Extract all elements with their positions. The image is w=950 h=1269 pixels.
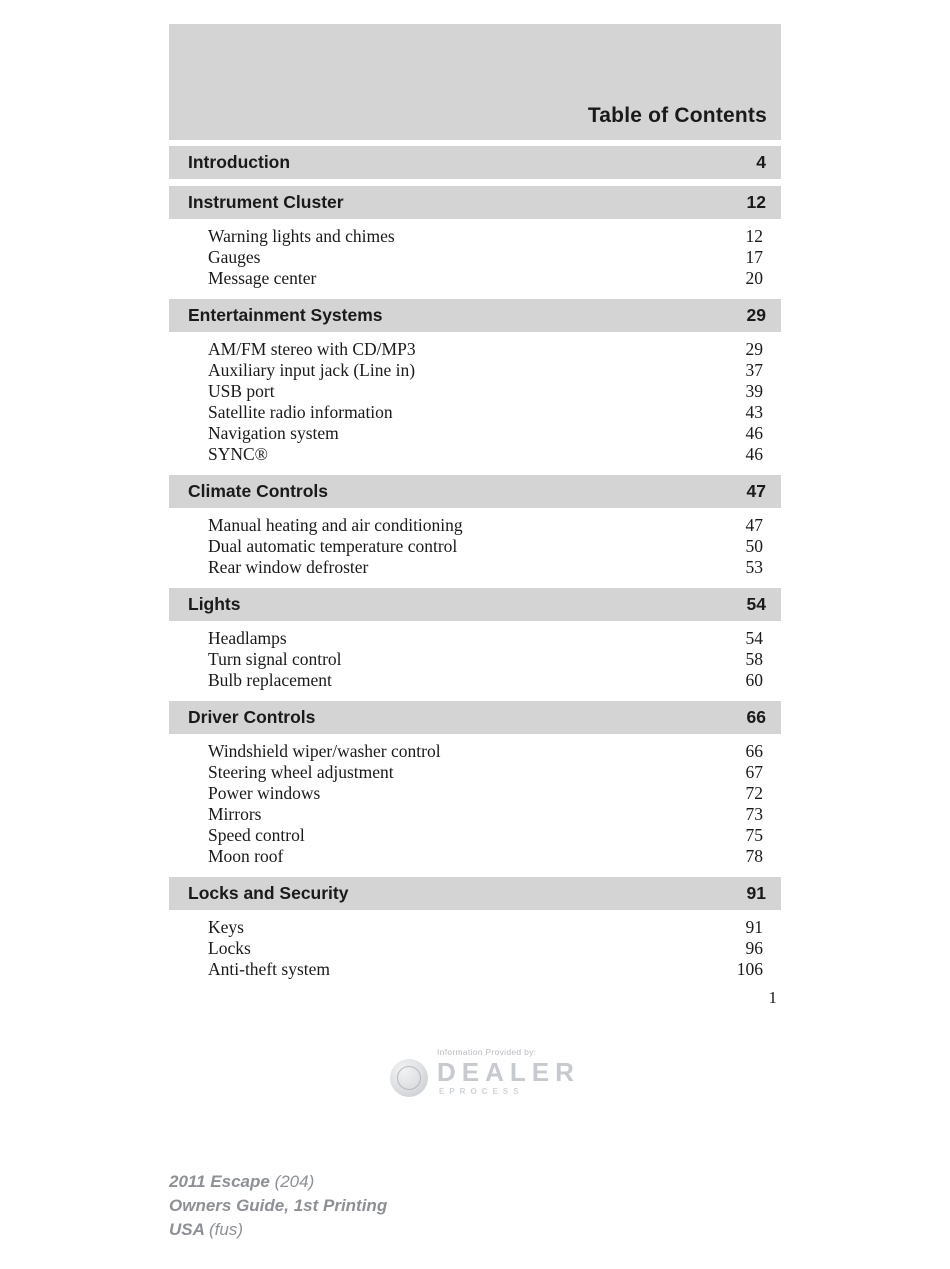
watermark-caption: Information Provided by: (437, 1047, 537, 1057)
toc-entry-label: AM/FM stereo with CD/MP3 (208, 339, 416, 359)
footer-market-code: (fus) (209, 1220, 243, 1239)
toc-entry[interactable] (169, 741, 781, 762)
toc-entry-label: Keys (208, 917, 244, 937)
toc-section-title: Entertainment Systems (188, 305, 383, 325)
footer-line-1 (169, 1170, 387, 1194)
toc-entry-label: Rear window defroster (208, 557, 369, 577)
table-of-contents (169, 24, 781, 983)
toc-entry[interactable] (169, 959, 781, 980)
toc-entry-page: 29 (745, 339, 763, 359)
toc-entry[interactable] (169, 247, 781, 268)
toc-section-page: 12 (746, 192, 766, 212)
toc-entry-page: 78 (745, 846, 763, 866)
toc-entry-page: 72 (745, 783, 763, 803)
toc-entry-label: Bulb replacement (208, 670, 332, 690)
toc-entry-label: Moon roof (208, 846, 284, 866)
toc-entry[interactable] (169, 825, 781, 846)
toc-section-page: 66 (746, 707, 766, 727)
toc-entry-list (169, 910, 781, 983)
toc-entry[interactable] (169, 762, 781, 783)
toc-section-page: 47 (746, 481, 766, 501)
toc-section-title: Climate Controls (188, 481, 329, 501)
toc-entry-page: 39 (745, 381, 763, 401)
toc-entry-list (169, 332, 781, 468)
toc-entry[interactable] (169, 339, 781, 360)
toc-entry-label: Headlamps (208, 628, 287, 648)
toc-entry-label: Navigation system (208, 423, 339, 443)
toc-section-page: 29 (746, 305, 766, 325)
toc-entry[interactable] (169, 268, 781, 289)
toc-entry[interactable] (169, 381, 781, 402)
toc-entry-page: 43 (745, 402, 763, 422)
toc-entry[interactable] (169, 226, 781, 247)
toc-entry-label: Steering wheel adjustment (208, 762, 394, 782)
toc-section-header[interactable] (169, 588, 781, 621)
toc-entry-page: 50 (745, 536, 763, 556)
toc-entry[interactable] (169, 360, 781, 381)
toc-entry[interactable] (169, 628, 781, 649)
toc-section-header[interactable] (169, 475, 781, 508)
toc-entry-page: 91 (745, 917, 763, 937)
toc-section-page: 54 (746, 594, 766, 614)
toc-entry-label: Message center (208, 268, 317, 288)
toc-section-header[interactable] (169, 877, 781, 910)
toc-entry-page: 46 (745, 423, 763, 443)
footer-line-2 (169, 1194, 387, 1218)
toc-entry-label: Anti-theft system (208, 959, 330, 979)
toc-entry-page: 75 (745, 825, 763, 845)
footer-line-3 (169, 1218, 387, 1242)
toc-entry[interactable] (169, 423, 781, 444)
toc-entry-list (169, 508, 781, 581)
toc-section-title: Introduction (188, 152, 291, 172)
toc-entry-page: 73 (745, 804, 763, 824)
toc-entry[interactable] (169, 938, 781, 959)
toc-entry[interactable] (169, 804, 781, 825)
toc-entry[interactable] (169, 444, 781, 465)
toc-entry-label: Satellite radio information (208, 402, 393, 422)
toc-section-header[interactable] (169, 146, 781, 179)
toc-entry-label: SYNC® (208, 444, 268, 464)
toc-entry-list (169, 734, 781, 870)
toc-entry[interactable] (169, 846, 781, 867)
page-title: Table of Contents (587, 104, 767, 127)
toc-entry[interactable] (169, 402, 781, 423)
toc-entry-page: 37 (745, 360, 763, 380)
toc-section-header[interactable] (169, 299, 781, 332)
watermark-subword: EPROCESS (439, 1087, 524, 1096)
toc-entry-label: Turn signal control (208, 649, 342, 669)
toc-entry-label: Manual heating and air conditioning (208, 515, 463, 535)
toc-section-page: 4 (756, 152, 766, 172)
toc-entry-page: 12 (745, 226, 763, 246)
document-footer (169, 1170, 387, 1242)
toc-entry-page: 47 (745, 515, 763, 535)
toc-entry[interactable] (169, 557, 781, 578)
toc-section-page: 91 (746, 883, 766, 903)
toc-section-header[interactable] (169, 701, 781, 734)
toc-section-title: Instrument Cluster (188, 192, 344, 212)
toc-entry-page: 58 (745, 649, 763, 669)
toc-section-title: Lights (188, 594, 241, 614)
page-number: 1 (768, 988, 777, 1007)
toc-entry-page: 67 (745, 762, 763, 782)
toc-entry[interactable] (169, 917, 781, 938)
toc-entry-label: USB port (208, 381, 275, 401)
toc-entry-label: Warning lights and chimes (208, 226, 395, 246)
toc-entry-page: 53 (745, 557, 763, 577)
toc-entry-page: 96 (745, 938, 763, 958)
toc-entry-label: Windshield wiper/washer control (208, 741, 441, 761)
toc-entry-label: Auxiliary input jack (Line in) (208, 360, 416, 380)
toc-entry-label: Mirrors (208, 804, 262, 824)
toc-entry-label: Power windows (208, 783, 321, 803)
toc-section-title: Driver Controls (188, 707, 316, 727)
toc-entry-page: 46 (745, 444, 763, 464)
footer-model: 2011 Escape (169, 1172, 270, 1191)
toc-entry-label: Speed control (208, 825, 305, 845)
toc-entry[interactable] (169, 515, 781, 536)
toc-entry[interactable] (169, 670, 781, 691)
toc-entry-list (169, 219, 781, 292)
toc-entry-page: 54 (745, 628, 763, 648)
globe-icon (390, 1059, 428, 1097)
toc-entry[interactable] (169, 536, 781, 557)
toc-entry-page: 17 (745, 247, 763, 267)
toc-section-header[interactable] (169, 186, 781, 219)
toc-entry-label: Gauges (208, 247, 261, 267)
footer-model-code: (204) (274, 1172, 315, 1191)
toc-section-title: Locks and Security (188, 883, 349, 903)
toc-entry-page: 66 (745, 741, 763, 761)
toc-entry-page: 106 (736, 959, 763, 979)
toc-entry-list (169, 621, 781, 694)
toc-entry-label: Dual automatic temperature control (208, 536, 458, 556)
footer-market: USA (169, 1220, 205, 1239)
toc-header-band (169, 24, 781, 140)
toc-entry[interactable] (169, 783, 781, 804)
watermark-wordmark: DEALER (437, 1057, 580, 1087)
toc-entry[interactable] (169, 649, 781, 670)
toc-entry-page: 60 (745, 670, 763, 690)
watermark (385, 1047, 585, 1105)
toc-entry-label: Locks (208, 938, 251, 958)
footer-guide: Owners Guide, 1st Printing (169, 1196, 388, 1215)
toc-entry-page: 20 (745, 268, 763, 288)
